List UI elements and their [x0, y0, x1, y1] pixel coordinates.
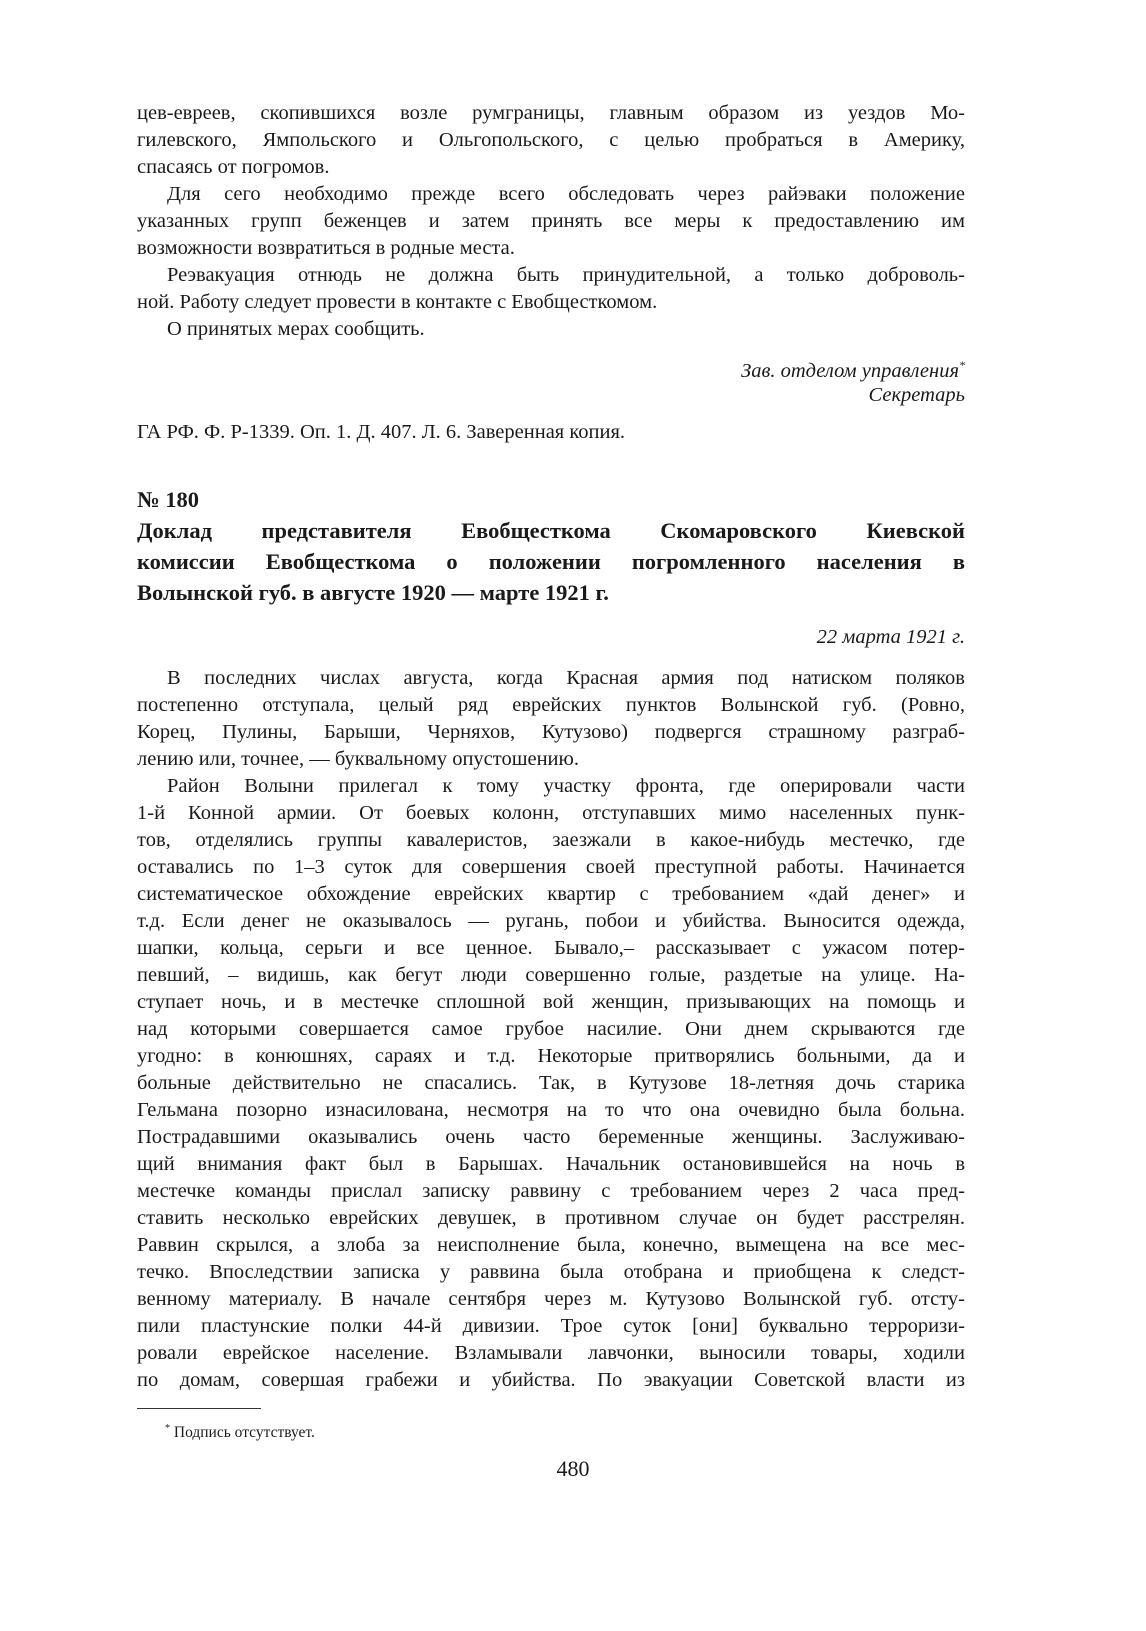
text-line: Корец, Пулины, Барыши, Черняхов, Кутузово) подвергся страшному разграб-	[137, 721, 965, 743]
document-heading	[137, 484, 965, 608]
text-line: тов, отделялись группы кавалеристов, заезжали в какое-нибудь местечко, где	[137, 829, 965, 851]
text-line: оставались по 1–3 суток для совершения своей преступной работы. Начинается	[137, 856, 965, 878]
text-line: спасаясь от погромов.	[137, 156, 330, 178]
text-line: венному материалу. В начале сентября через м. Кутузово Волынской губ. отсту-	[137, 1288, 965, 1310]
title-line: комиссии Евобщесткома о положении погромленного населения в	[137, 549, 965, 574]
signature-block	[137, 353, 965, 407]
footnote-text: Подпись отсутствует.	[173, 1424, 315, 1442]
text-line: Для сего необходимо прежде всего обследовать через райэваки положение	[167, 183, 965, 205]
text-line: В последних числах августа, когда Красная армия под натиском поляков	[167, 667, 965, 689]
text-line: угодно: в конюшнях, сараях и т.д. Некоторые притворялись больными, да и	[137, 1045, 965, 1067]
text-line: ставить несколько еврейских девушек, в противном случае он будет расстрелян.	[137, 1207, 965, 1229]
footnote-mark: *	[959, 358, 965, 372]
text-line: местечке команды прислал записку раввину с требованием через 2 часа пред-	[137, 1180, 965, 1202]
text-line: пили пластунские полки 44-й дивизии. Трое суток [они] буквально терроризи-	[137, 1315, 965, 1337]
footnote-divider	[137, 1408, 261, 1409]
text-line: Раввин скрылся, а злоба за неисполнение была, конечно, вымещена на все мес-	[137, 1234, 965, 1256]
text-line: шапки, кольца, серьги и все ценное. Бывало,– рассказывает с ужасом потер-	[137, 937, 965, 959]
archive-reference: ГА РФ. Ф. Р-1339. Оп. 1. Д. 407. Л. 6. Заверенная копия.	[137, 421, 626, 443]
text-line: Реэвакуация отнюдь не должна быть принудительной, а только доброволь-	[167, 264, 965, 286]
text-line: 1-й Конной армии. От боевых колонн, отступавших мимо населенных пунк-	[137, 802, 965, 824]
text-line: О принятых мерах сообщить.	[167, 318, 425, 340]
document-body	[137, 665, 965, 1394]
title-line: Доклад представителя Евобщесткома Скомаровского Киевской	[137, 518, 965, 543]
text-line: над которыми совершается самое грубое насилие. Они днем скрываются где	[137, 1018, 965, 1040]
document-date: 22 марта 1921 г.	[816, 626, 965, 648]
text-line: постепенно отступала, целый ряд еврейских пунктов Волынской губ. (Ровно,	[137, 694, 965, 716]
text-line: щий внимания факт был в Барышах. Начальник остановившейся на ночь в	[137, 1153, 965, 1175]
text-line: возможности возвратиться в родные места.	[137, 237, 515, 259]
text-line: по домам, совершая грабежи и убийства. По эвакуации Советской власти из	[137, 1369, 965, 1391]
text-line: Район Волыни прилегал к тому участку фронта, где оперировали части	[167, 775, 965, 797]
text-line: лению или, точнее, — буквальному опустошению.	[137, 748, 579, 770]
text-line: певший, – видишь, как бегут люди совершенно голые, раздетые на улице. На-	[137, 964, 965, 986]
signature-secretary: Секретарь	[868, 383, 965, 406]
footnote	[165, 1418, 315, 1444]
text-line: гилевского, Ямпольского и Ольгопольского, с целью пробраться в Америку,	[137, 129, 965, 151]
text-line: ной. Работу следует провести в контакте с Евобщесткомом.	[137, 291, 658, 313]
signature-title: Зав. отделом управления	[741, 359, 959, 382]
title-line: Волынской губ. в августе 1920 — марте 1921 г.	[137, 580, 609, 605]
document-number: № 180	[137, 487, 199, 512]
text-line: больные действительно не спасались. Так, в Кутузове 18-летняя дочь старика	[137, 1072, 965, 1094]
text-line: Гельмана позорно изнасилована, несмотря на то что она очевидно была больна.	[137, 1099, 965, 1121]
text-line: т.д. Если денег не оказывалось — ругань, побои и убийства. Выносится одежда,	[137, 910, 965, 932]
text-line: течко. Впоследствии записка у раввина была отобрана и приобщена к следст-	[137, 1261, 965, 1283]
text-line: систематическое обхождение еврейских квартир с требованием «дай денег» и	[137, 883, 965, 905]
page-number: 480	[556, 1456, 590, 1481]
text-line: указанных групп беженцев и затем принять все меры к предоставлению им	[137, 210, 965, 232]
text-line: ступает ночь, и в местечке сплошной вой женщин, призывающих на помощь и	[137, 991, 965, 1013]
text-line: ровали еврейское население. Взламывали лавчонки, выносили товары, ходили	[137, 1342, 965, 1364]
previous-document-text	[137, 100, 965, 343]
footnote-mark: *	[165, 1423, 170, 1434]
text-line: цев-евреев, скопившихся возле румграницы, главным образом из уездов Мо-	[137, 102, 965, 124]
text-line: Пострадавшими оказывались очень часто беременные женщины. Заслуживаю-	[137, 1126, 965, 1148]
